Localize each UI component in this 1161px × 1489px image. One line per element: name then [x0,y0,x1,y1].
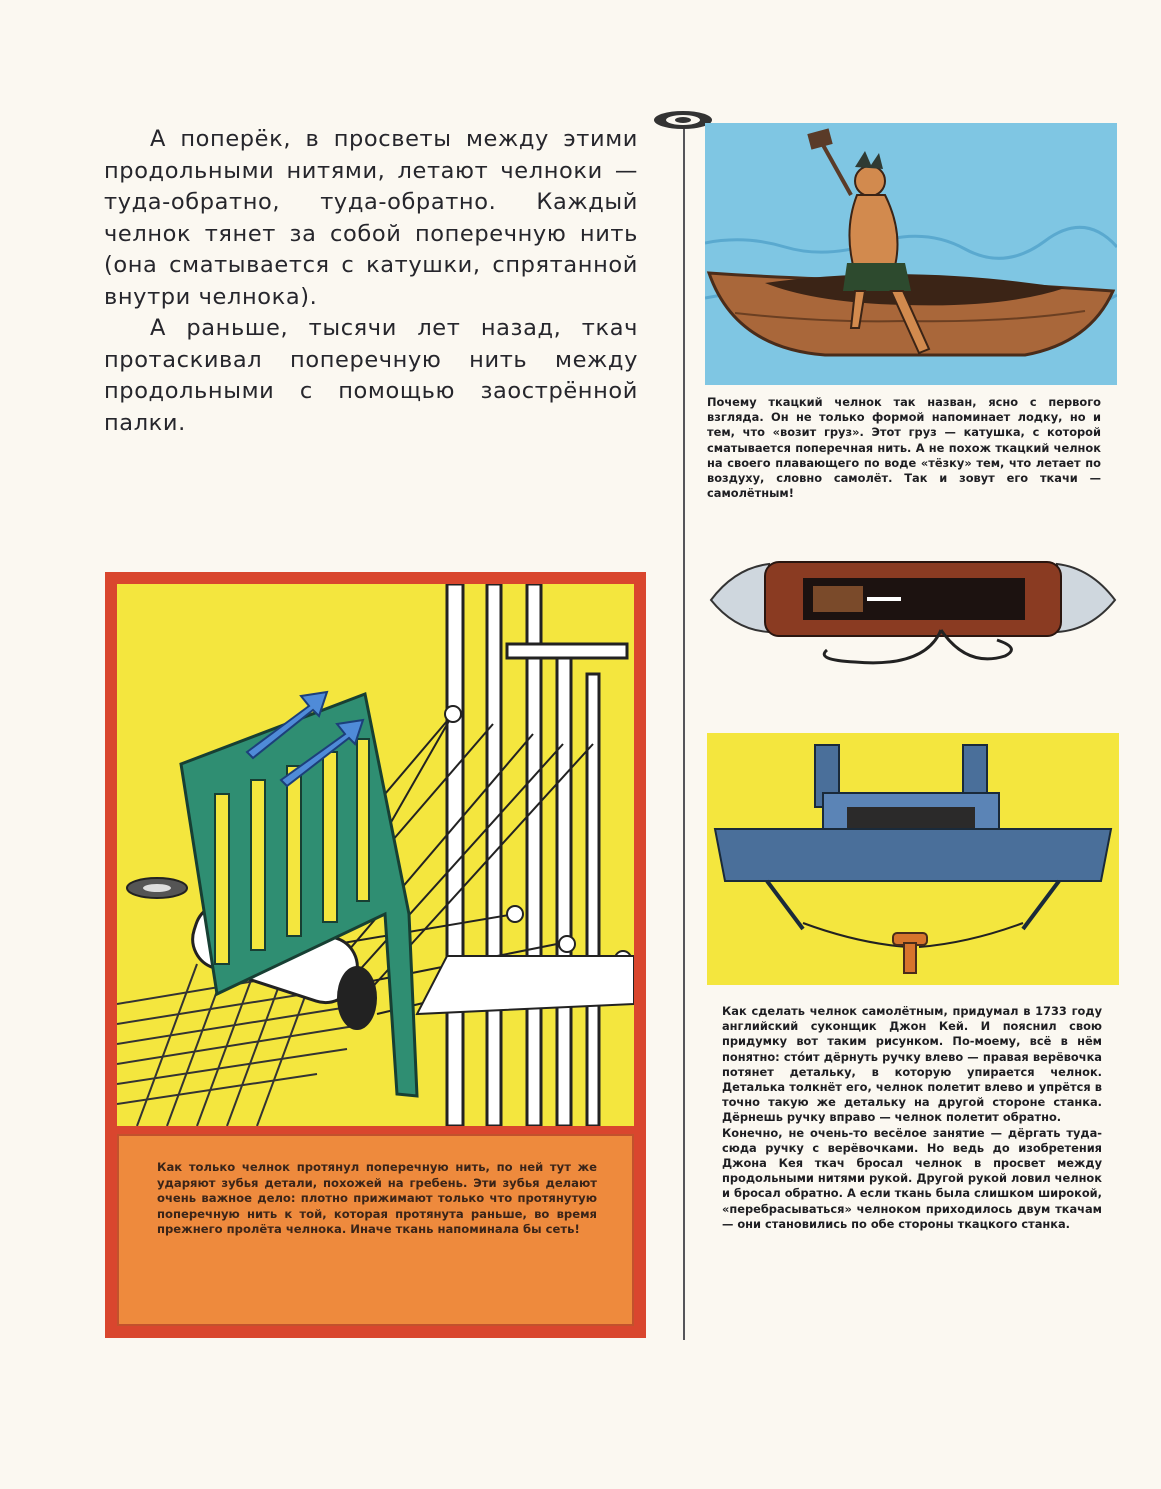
main-text [104,124,638,439]
flying-shuttle-illustration [705,558,1121,682]
paragraph-1: А поперёк, в просветы между этими продольными нитями, летают челноки — туда-обратно, туда-обратно. Каждый челнок тянет за собой поперечную нить (она сматывается с катушки, спрятанной внутри челнока). [104,126,638,310]
column-divider [683,128,685,1340]
loom-panel [105,572,646,1338]
boat-illustration [705,123,1117,385]
boat-caption: Почему ткацкий челнок так назван, ясно с первого взгляда. Он не только формой напоминает лодку, но и тем, что «возит груз». Этот груз — катушка, с которой сматывается поперечная нить. А не похож ткацкий челнок на своего плавающего по воде «тёзку» тем, что летает по воздуху, словно самолёт. Так и зовут его ткачи — самолётным! [707,395,1101,501]
loom-illustration [117,584,634,1126]
loom-caption-box [117,1134,634,1326]
paragraph-2: А раньше, тысячи лет назад, ткач протаскивал поперечную нить между продольными с помощью заострённой палки. [104,315,638,436]
kay-loom-illustration [707,733,1119,985]
loom-illustration-area [117,584,634,1126]
kay-caption-paragraph-2: Конечно, не очень-то весёлое занятие — дёргать туда-сюда ручку с верёвочками. Но ведь до изобретения Джона Кея ткач бросал челнок в просвет между продольными нитями рукой. Другой рукой ловил челнок и бросал обратно. А если ткань была слишком широкой, «перебрасываться» челноком приходилось двум ткачам — они становились по обе стороны ткацкого станка. [722,1125,1102,1231]
kay-caption-paragraph-1: Как сделать челнок самолётным, придумал в 1733 году английский суконщик Джон Кей. И пояснил свою придумку вот таким рисунком. По-моему, всё в нём понятно: стóит дёрнуть ручку влево — правая верёвочка потянет детальку, в которую упирается челнок. Деталька толкнёт его, челнок полетит влево и упрётся в точно такую же детальку на другой стороне станка. Дёрнешь ручку вправо — челнок полетит обратно. [722,1004,1102,1125]
kay-caption [722,1004,1102,1232]
loom-caption: Как только челнок протянул поперечную нить, по ней тут же ударяют зубья детали, похожей на гребень. Эти зубья делают очень важное дело: плотно прижимают только что протянутую поперечную нить к той, которая протянута раньше, во время прежнего пролёта челнока. Иначе ткань напоминала бы сеть! [157,1160,597,1237]
